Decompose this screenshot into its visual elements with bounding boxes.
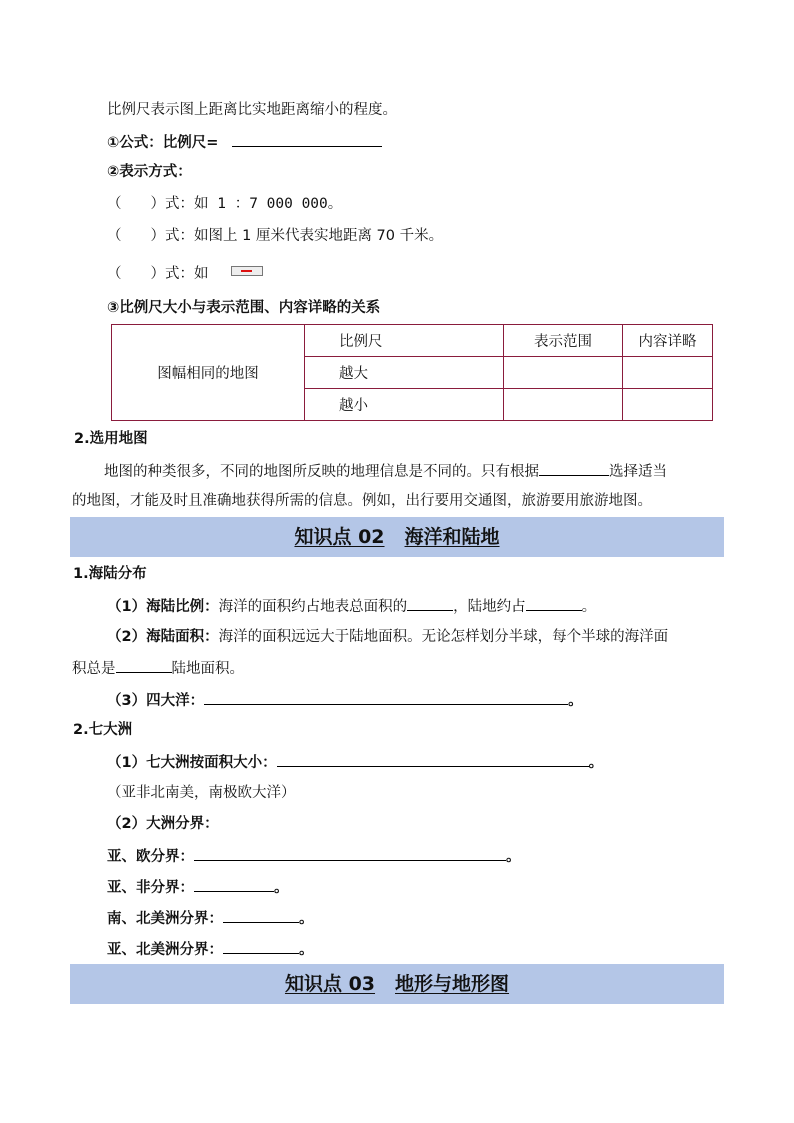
oceans-label: （3）四大洋：	[107, 693, 205, 709]
asia-africa-line	[107, 877, 289, 898]
band-03-title: 地形与地形图	[395, 973, 510, 995]
table-row-larger: 越大	[305, 357, 504, 389]
table-header-scale: 比例尺	[305, 325, 504, 357]
table-header-detail: 内容详略	[623, 325, 713, 357]
asia-africa-blank[interactable]	[194, 877, 274, 892]
americas-line	[107, 908, 314, 929]
band-02-title: 海洋和陆地	[404, 526, 500, 548]
band-02-prefix: 知识点 02	[294, 526, 385, 548]
ratio-label: （1）海陆比例：	[107, 599, 219, 615]
table-cell-blank[interactable]	[504, 389, 623, 421]
table-row-header: 图幅相同的地图	[112, 325, 305, 421]
asia-namerica-line	[107, 939, 314, 960]
land-ratio-blank[interactable]	[526, 596, 582, 611]
choose-text-b: 选择适当	[609, 464, 667, 480]
way2-line	[107, 226, 443, 246]
area-line1	[107, 627, 668, 647]
ratio-text-b: ，陆地约占	[453, 599, 526, 615]
area-blank[interactable]	[116, 658, 172, 673]
table-cell-blank[interactable]	[623, 357, 713, 389]
oceans-line	[107, 690, 583, 711]
table-cell-blank[interactable]	[623, 389, 713, 421]
choose-blank[interactable]	[539, 461, 609, 476]
boundary-label: （2）大洲分界：	[107, 816, 219, 832]
ratio-text-a: 海洋的面积约占地表总面积的	[218, 599, 408, 615]
ways-title: ②表示方式：	[107, 164, 192, 180]
table-row-smaller: 越小	[305, 389, 504, 421]
way3-paren[interactable]: （ ）	[107, 266, 165, 282]
scale-intro: 比例尺表示图上距离比实地距离缩小的程度。	[107, 102, 397, 118]
mnemonic: （亚非北南美，南极欧大洋）	[107, 785, 296, 801]
continent-order-line	[107, 752, 603, 773]
asia-africa-period: 。	[274, 880, 289, 896]
section-band-02	[70, 517, 724, 557]
way1-paren[interactable]: （ ）	[107, 196, 165, 212]
asia-europe-blank[interactable]	[194, 846, 506, 861]
scale-relation-table	[111, 324, 713, 421]
way1-text: 式：如 1 ：7 000 000。	[165, 196, 343, 212]
area-text-a: 海洋的面积远远大于陆地面积。无论怎样划分半球，每个半球的海洋面	[218, 629, 669, 645]
line-scale-icon	[231, 266, 263, 276]
choose-map-title: 2.选用地图	[74, 431, 148, 447]
table-header-range: 表示范围	[504, 325, 623, 357]
asia-namerica-period: 。	[299, 942, 314, 958]
ratio-text-c: 。	[581, 599, 597, 615]
formula-label: ①公式：比例尺=	[107, 135, 219, 151]
americas-period: 。	[299, 911, 314, 927]
area-line2	[72, 658, 244, 679]
oceans-period: 。	[568, 693, 583, 709]
choose-map-para-line1	[104, 461, 667, 482]
choose-text-a: 地图的种类很多，不同的地图所反映的地理信息是不同的。只有根据	[104, 464, 539, 480]
asia-europe-period: 。	[506, 849, 521, 865]
section-band-03	[70, 964, 724, 1004]
way1-line	[107, 194, 342, 214]
way2-text: 式：如图上 1 厘米代表实地距离 70 千米。	[165, 228, 444, 244]
americas-label: 南、北美洲分界：	[107, 911, 223, 927]
asia-namerica-label: 亚、北美洲分界：	[107, 942, 223, 958]
formula-line	[107, 132, 382, 153]
americas-blank[interactable]	[223, 908, 299, 923]
way3-line	[107, 264, 263, 284]
ocean-ratio-blank[interactable]	[407, 596, 453, 611]
order-label: （1）七大洲按面积大小：	[107, 755, 277, 771]
way2-paren[interactable]: （ ）	[107, 228, 165, 244]
continents-title: 2.七大洲	[73, 722, 133, 738]
asia-africa-label: 亚、非分界：	[107, 880, 194, 896]
continent-order-blank[interactable]	[277, 752, 589, 767]
way3-text: 式：如	[165, 266, 209, 282]
relation-title: ③比例尺大小与表示范围、内容详略的关系	[107, 300, 381, 316]
asia-europe-line	[107, 846, 521, 867]
area-label: （2）海陆面积：	[107, 629, 219, 645]
area-text-b2: 陆地面积。	[171, 661, 244, 677]
choose-map-para-line2: 的地图，才能及时且准确地获得所需的信息。例如，出行要用交通图，旅游要用旅游地图。	[72, 493, 652, 509]
asia-namerica-blank[interactable]	[223, 939, 299, 954]
band-03-prefix: 知识点 03	[284, 973, 376, 995]
oceans-blank[interactable]	[204, 690, 568, 705]
formula-blank[interactable]	[232, 132, 382, 147]
order-period: 。	[588, 755, 604, 771]
asia-europe-label: 亚、欧分界：	[107, 849, 194, 865]
area-text-b1: 积总是	[72, 661, 116, 677]
ratio-line	[107, 596, 596, 617]
table-cell-blank[interactable]	[504, 357, 623, 389]
distribution-title: 1.海陆分布	[73, 566, 147, 582]
